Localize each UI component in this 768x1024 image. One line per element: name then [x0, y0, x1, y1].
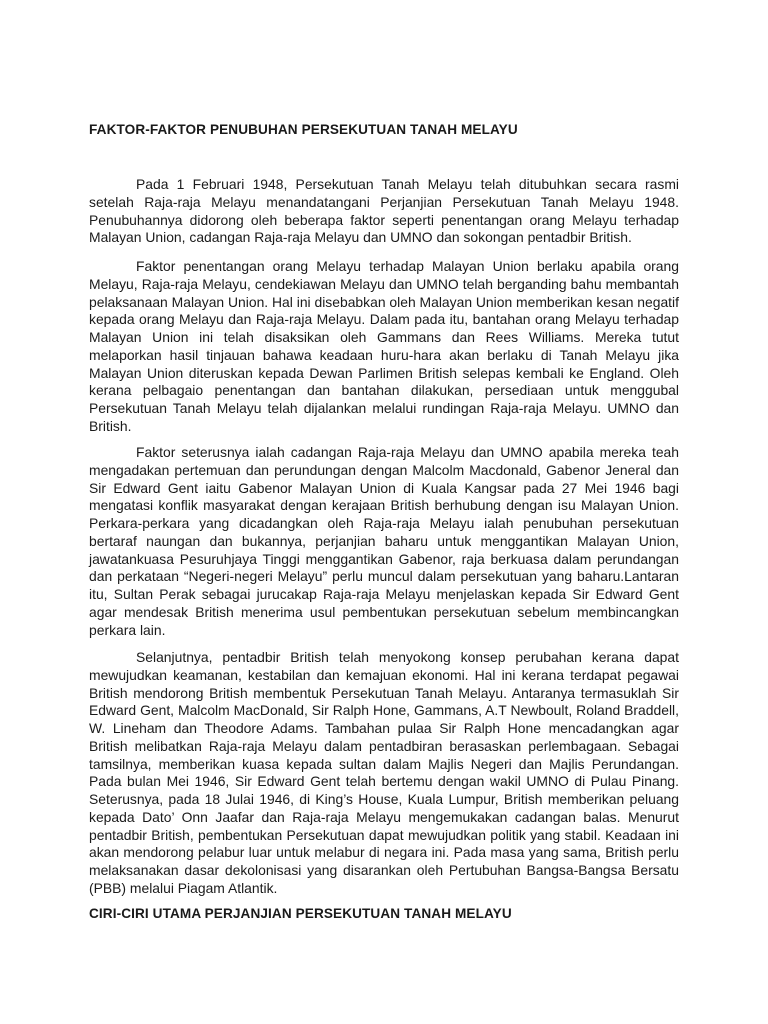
paragraph-line: Perkara-perkara yang dicadangkan oleh Raja-raja Melayu ialah penubuhan persekutuan — [89, 515, 679, 531]
paragraph-line: setelah Raja-raja Melayu menandatangani Perjanjian Persekutuan Tanah Melayu 1948. — [89, 193, 679, 210]
paragraph-line: British melibatkan Raja-raja Melayu dalam pentadbiran berasaskan perlembagaan. Sebagai — [89, 737, 679, 754]
paragraph-line: kepada orang Melayu dan Raja-raja Melayu. Dalam pada itu, bantahan orang Melayu terhadap — [89, 311, 679, 328]
paragraph-2 — [89, 258, 679, 436]
paragraph-line: Pada bulan Mei 1946, Sir Edward Gent telah bertemu dengan wakil UMNO di Pulau Pinang. — [89, 773, 679, 790]
paragraph-line: Malayan Union ini telah disaksikan oleh Gammans dan Rees Williams. Mereka tutut — [89, 329, 679, 345]
section-heading-features: CIRI-CIRI UTAMA PERJANJIAN PERSEKUTUAN TANAH MELAYU — [89, 906, 512, 921]
paragraph-line: mengatasi konflik masyarakat dengan kerajaan British berhubung dengan isu Malayan Union. — [89, 497, 679, 514]
paragraph-line: Persekutuan Tanah Melayu telah dijalankan melalui rundingan Raja-raja Melayu. UMNO dan — [89, 400, 679, 416]
paragraph-line: mewujudkan keamanan, kestabilan dan kemajuan ekonomi. Hal ini kerana terdapat pegawai — [89, 666, 679, 683]
paragraph-line: kepada Dato’ Onn Jaafar dan Raja-raja Melayu mengemukakan cadangan balas. Menurut — [89, 808, 679, 825]
paragraph-line: Selanjutnya, pentadbir British telah menyokong konsep perubahan kerana dapat — [136, 649, 679, 665]
paragraph-line: Malayan Union, cadangan Raja-raja Melayu dan UMNO dan sokongan pentadbir British. — [89, 229, 632, 246]
paragraph-line: jawatankuasa Pesuruhjaya Tinggi menggantikan Gabenor, raja berkuasa dalam perundangan — [89, 550, 679, 567]
paragraph-line: Sir Edward Gent iaitu Gabenor Malayan Union di Kuala Kangsar pada 27 Mei 1946 bagi — [89, 479, 679, 496]
paragraph-line: perkara lain. — [89, 621, 166, 638]
paragraph-line: W. Lineham dan Theodore Adams. Tambahan pulaa Sir Ralph Hone mencadangkan agar — [89, 720, 679, 736]
paragraph-line: mengadakan pertemuan dan perundungan dengan Malcolm Macdonald, Gabenor Jeneral dan — [89, 461, 679, 478]
paragraph-4 — [89, 649, 679, 898]
paragraph-line: melaporkan hasil tinjauan bahawa keadaan huru-hara akan berlaku di Tanah Melayu jika — [89, 346, 679, 363]
paragraph-line: tamsilnya, memberikan kuasa kepada sultan dalam Majlis Negeri dan Majlis Perundangan. — [89, 755, 679, 772]
paragraph-line: (PBB) melalui Piagam Atlantik. — [89, 879, 278, 896]
paragraph-line: Faktor seterusnya ialah cadangan Raja-raja Melayu dan UMNO apabila mereka teah — [136, 444, 679, 460]
paragraph-1 — [89, 176, 679, 247]
paragraph-line: bertaraf naungan dan bukannya, perjanjian baharu untuk menggantikan Malayan Union, — [89, 532, 679, 549]
paragraph-3 — [89, 444, 679, 639]
section-heading-factors: FAKTOR-FAKTOR PENUBUHAN PERSEKUTUAN TANAH MELAYU — [89, 122, 518, 137]
paragraph-line: pentadbir British, pembentukan Persekutuan dapat mewujudkan politik yang stabil. Keadaan ini — [89, 826, 679, 843]
paragraph-line: kerana pelbagaio penentangan dan bantahan dilakukan, persediaan untuk menggubal — [89, 382, 679, 399]
paragraph-line: Penubuhannya didorong oleh beberapa faktor seperti penentangan orang Melayu terhadap — [89, 211, 679, 228]
paragraph-line: Melayu, Raja-raja Melayu, cendekiawan Melayu dan UMNO telah berganding bahu membantah — [89, 275, 679, 292]
paragraph-line: agar mendesak British menerima usul pembentukan persekutuan sebelum membincangkan — [89, 603, 679, 620]
paragraph-line: British. — [89, 417, 132, 434]
paragraph-line: Edward Gent, Malcolm MacDonald, Sir Ralph Hone, Gammans, A.T Newboult, Roland Braddell, — [89, 702, 679, 719]
paragraph-line: Faktor penentangan orang Melayu terhadap Malayan Union berlaku apabila orang — [136, 258, 679, 274]
paragraph-line: British mendorong British membentuk Persekutuan Tanah Melayu. Antaranya termasuklah Sir — [89, 684, 679, 701]
paragraph-line: itu, Sultan Perak sebagai jurucakap Raja-raja Melayu menjelaskan kepada Sir Edward Gent — [89, 586, 679, 602]
paragraph-line: melaksanakan dasar dekolonisasi yang disarankan oleh Pertubuhan Bangsa-Bangsa Bersatu — [89, 862, 679, 878]
paragraph-line: Seterusnya, pada 18 Julai 1946, di King’s House, Kuala Lumpur, British memberikan peluang — [89, 791, 679, 807]
paragraph-line: akan mendorong pelabur luar untuk melabur di negara ini. Pada masa yang sama, British perlu — [89, 844, 679, 861]
paragraph-line: dan perkataan “Negeri-negeri Melayu” perlu muncul dalam persekutuan yang baharu.Lantaran — [89, 568, 679, 585]
paragraph-line: pelaksanaan Malayan Union. Hal ini disebabkan oleh Malayan Union memberikan kesan negatif — [89, 293, 679, 310]
paragraph-line: Malayan Union diteruskan kepada Dewan Parlimen British selepas kembali ke England. Oleh — [89, 364, 679, 381]
paragraph-line: Pada 1 Februari 1948, Persekutuan Tanah Melayu telah ditubuhkan secara rasmi — [136, 176, 679, 192]
